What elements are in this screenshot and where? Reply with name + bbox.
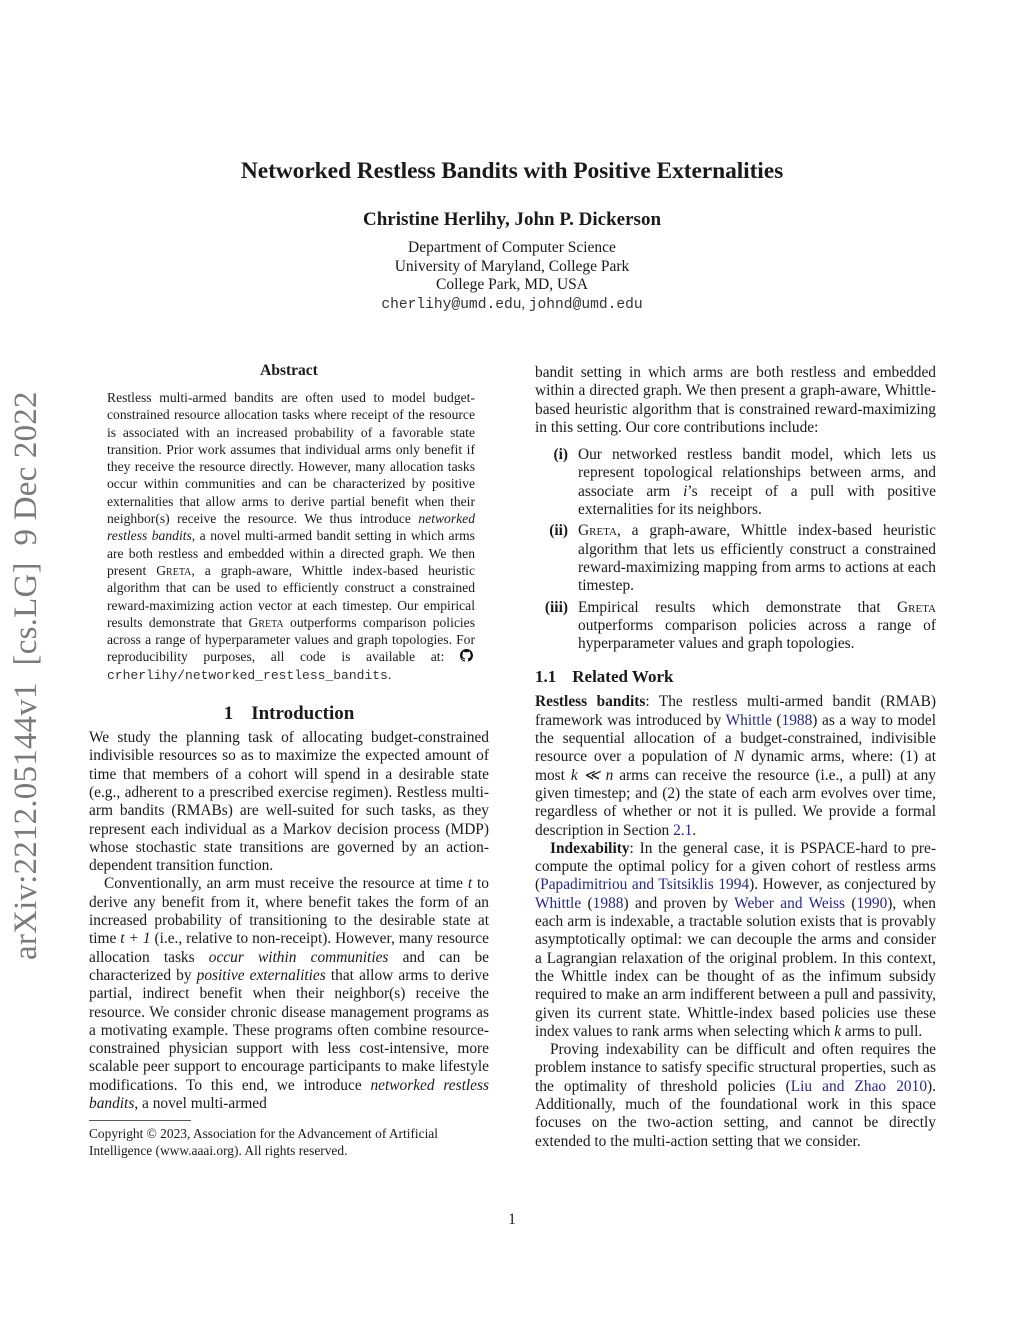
citation-link-whittle-year[interactable]: 1988 (592, 894, 624, 912)
related-text: ( (581, 894, 593, 912)
intro-text: , a novel multi-armed (134, 1094, 267, 1112)
contribution-text-part: Empirical results which demonstrate that (578, 598, 898, 616)
affiliation-location: College Park, MD, USA (436, 276, 588, 293)
contribution-text-part: outperforms comparison policies across a range of hyperparameter values and graph topologies. (578, 616, 936, 653)
related-work-proving-indexability (535, 1041, 936, 1151)
section-reference-link[interactable]: 2.1 (673, 821, 693, 839)
related-work-restless-bandits (535, 693, 936, 839)
arxiv-identifier-stamp[interactable]: arXiv:2212.05144v1 [cs.LG] 9 Dec 2022 (8, 391, 44, 960)
algorithm-name: Greta (248, 614, 284, 630)
related-text: : In the general case, it is PSPACE-hard to pre-compute the optimal policy for a given cohort of restless arms ( (535, 839, 936, 894)
math-variable-k: k (834, 1022, 842, 1040)
list-marker: (i) (553, 446, 568, 464)
abstract-heading: Abstract (260, 362, 318, 379)
intro-paragraph-2 (89, 875, 489, 1113)
section-heading-introduction (89, 703, 489, 725)
related-text: . (692, 821, 697, 839)
left-column (89, 362, 489, 1159)
paper-authors: Christine Herlihy, John P. Dickerson (362, 209, 662, 230)
intro-text: that allow arms to derive partial, indirect benefit when their neighbor(s) receive the resource. We consider chronic disease management programs as a motivating example. These programs often combine resource-constrained physician support with less cost-intensive, more scalable peer support to encourage participants to make lifestyle modifications. To this end, we introduce (89, 966, 489, 1094)
contribution-item (535, 446, 936, 519)
repository-link[interactable]: crherlihy/networked_restless_bandits (107, 667, 388, 683)
related-text: dynamic arms, where: (1) at most (535, 748, 936, 784)
related-text: ) as a way to model the sequential allocation of a budget-constrained, indivisible resource over a population of (535, 711, 936, 766)
citation-link-whittle[interactable]: Whittle (535, 894, 582, 912)
algorithm-name: Greta (897, 598, 936, 616)
citation-link-weber-weiss-year[interactable]: 1990 (856, 894, 888, 912)
contribution-item (535, 522, 936, 595)
related-text: arms to pull. (841, 1022, 923, 1040)
math-expression-k-much-less-n: k ≪ n (570, 766, 614, 784)
algorithm-name: Greta (156, 562, 192, 578)
paragraph-label: Indexability (550, 839, 630, 857)
contribution-item (535, 599, 936, 654)
intro-emphasis: networked restless bandits (89, 1076, 489, 1112)
intro-text: to derive any benefit from it, where benefit takes the form of an increased probability of transitioning to the desirable state at time (89, 875, 489, 948)
abstract-emphasis: networked restless bandits (107, 511, 475, 544)
contribution-text (578, 599, 936, 654)
footnote-divider (89, 1120, 191, 1121)
subsection-number: 1.1 (535, 667, 557, 687)
copyright-footnote: Copyright © 2023, Association for the Advancement of Artificial Intelligence (www.aaai.org). All rights reserved. (89, 1126, 438, 1159)
citation-link-liu-zhao[interactable]: Liu and Zhao 2010 (790, 1077, 928, 1095)
author-emails (0, 295, 1024, 315)
contribution-text (578, 522, 936, 595)
affiliation-university: University of Maryland, College Park (394, 257, 630, 275)
email-link-herlihy[interactable]: cherlihy@umd.edu (381, 296, 522, 313)
related-text: ) and proven by (623, 894, 735, 912)
citation-link-whittle[interactable]: Whittle (725, 711, 772, 729)
related-text: ), when each arm is indexable, a tractable solution exists that is provably asymptotically optimal: we can decouple the arms and consider a Lagrangian relaxation of the original problem. In this context, the Whittle index can be thought of as the infimum subsidy required to make an arm indifferent between a pull and passivity, given its current state. Whittle-index based policies use these index values to rank arms when selecting which (535, 894, 936, 1040)
contribution-text-part: , a graph-aware, Whittle index-based heuristic algorithm that lets us efficiently construct a constrained reward-maximizing mapping from arms to actions at each timestep. (578, 522, 936, 595)
contribution-text-part: ’s receipt of a pull with positive externalities for its neighbors. (578, 482, 936, 519)
subsection-title: Related Work (572, 667, 674, 687)
page-number: 1 (508, 1211, 516, 1228)
contribution-text-part: Our networked restless bandit model, which lets us represent topological relationships between arms, and associate arm (578, 446, 936, 500)
intro-text: (i.e., relative to non-receipt). However, many resource allocation tasks (89, 930, 489, 966)
section-title: Introduction (251, 703, 355, 725)
intro-emphasis: occur within communities (208, 948, 389, 966)
abstract-text-2: , a novel multi-armed bandit setting in which arms are both restless and embedded within a directed graph. We then present (107, 528, 475, 578)
author-affiliation (0, 239, 1024, 314)
math-variable-t: t (467, 875, 473, 893)
list-marker: (iii) (544, 598, 568, 616)
math-variable-i: i (683, 482, 688, 500)
abstract-text-3: , a graph-aware, Whittle index-based heuristic algorithm that can be used to efficiently construct a constrained reward-maximizing action vector at each timestep. Our empirical results demonstrate that (107, 562, 475, 630)
related-text: arms can receive the resource (i.e., a pull) at any given timestep; and (2) the state of each arm evolves over time, regardless of whether or not it is pulled. We provide a formal description in Section (535, 766, 936, 839)
related-text: ). Additionally, much of the foundational work in this space focuses on the two-action setting, and cannot be directly extended to the multi-action setting that we consider. (535, 1077, 937, 1150)
paper-title: Networked Restless Bandits with Positive Externalities (240, 158, 784, 184)
citation-link-weber-weiss[interactable]: Weber and Weiss (734, 894, 846, 912)
related-text: ( (845, 894, 857, 912)
citation-link-whittle-year[interactable]: 1988 (781, 711, 813, 729)
intro-continuation: bandit setting in which arms are both restless and embedded within a directed graph. We then present a graph-aware, Whittle-based heuristic algorithm that is constrained reward-maximizing in this setting. Our core contributions include: (535, 364, 936, 436)
related-text: Proving indexability can be difficult and often requires the problem instance to satisfy specific structural properties, such as the optimality of threshold policies ( (535, 1041, 936, 1095)
citation-link-papadimitriou[interactable]: Papadimitriou and Tsitsiklis 1994 (540, 876, 750, 894)
abstract-text-1: Restless multi-armed bandits are often used to model budget-constrained resource allocation tasks where receipt of the resource is associated with an increased probability of a favorable state transition. Prior work assumes that individual arms only benefit if they receive the resource directly. However, many allocation tasks occur within communities and can be characterized by positive externalities that allow arms to derive partial benefit when their neighbor(s) receive the resource. We thus introduce (107, 390, 475, 527)
intro-text: Conventionally, an arm must receive the resource at time (104, 875, 468, 893)
email-link-dickerson[interactable]: johnd@umd.edu (528, 296, 643, 313)
abstract-text-5: . (387, 666, 392, 682)
math-expression-t-plus-1: t + 1 (120, 930, 151, 948)
github-icon (460, 649, 473, 662)
related-text: ( (771, 711, 782, 729)
abstract-text-4: outperforms comparison policies across a range of hyperparameter values and graph topologies. For reproducibility purposes, all code is available at: (107, 614, 475, 665)
math-variable-n: N (734, 748, 745, 766)
related-work-indexability (535, 840, 936, 1041)
section-number: 1 (223, 703, 234, 725)
intro-paragraph-1: We study the planning task of allocating budget-constrained indivisible resources so as to maximize the expected amount of time that members of a cohort will spend in a desirable state (e.g., adherent to a prescribed exercise regimen). Restless multi-arm bandits (RMABs) are well-suited for such tasks, as they represent each individual as a Markov decision process (MDP) whose stochastic state transitions are governed by an action-dependent transition function. (89, 729, 489, 875)
intro-emphasis: positive externalities (196, 966, 326, 984)
intro-text: and can be characterized by (89, 948, 489, 984)
email-separator: , (521, 295, 529, 312)
related-text: : The restless multi-armed bandit (RMAB) framework was introduced by (535, 693, 936, 729)
contribution-text (578, 446, 936, 519)
abstract-body (107, 389, 475, 684)
contributions-list (535, 446, 936, 653)
related-text: ). However, as conjectured by (749, 876, 937, 894)
affiliation-department: Department of Computer Science (408, 239, 616, 256)
right-column (535, 364, 936, 1151)
subsection-heading-related-work (535, 667, 936, 687)
algorithm-name: Greta (578, 522, 617, 540)
paragraph-label: Restless bandits (535, 693, 646, 711)
list-marker: (ii) (549, 522, 568, 540)
